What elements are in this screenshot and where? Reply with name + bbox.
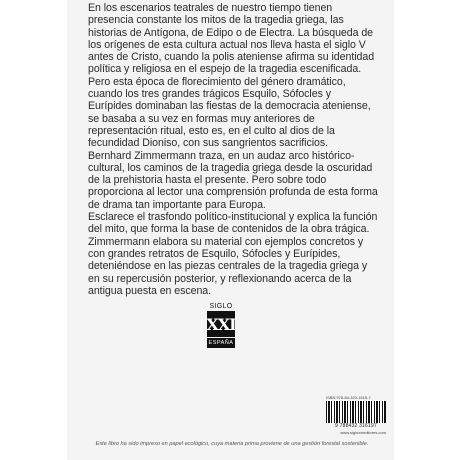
- blurb-paragraph-1: En los escenarios teatrales de nuestro tiempo tienen presencia constante los mitos de la tragedia griega, las historias de Antígona, de Edipo o de Electra. La búsqueda de los orígenes de esta cultura actual nos lleva hasta el siglo V antes de Cristo, cuando la polis ateniense afirma su identidad política y religiosa en el espejo de la tragedia escenificada.: [88, 2, 375, 76]
- blurb-paragraph-4: Esclarece el trasfondo político-institucional y explica la función del mito, que forma la base de contenidos de la obra trágica.: [88, 211, 378, 236]
- blurb-paragraph-2: Pero esta época de florecimiento del género dramático, cuando los tres grandes trágicos Esquilo, Sófocles y Eurípides dominaban las fiestas de la democracia ateniense, se basaba a su vez en formas muy anteriores de representación ritual, esto es, en el culto al dios de la fecundidad Dioniso, con sus sangrientos sacrificios.: [88, 75, 371, 150]
- publisher-website: www.sigloxxieditores.com: [340, 430, 386, 435]
- isbn-label: ISBN 978-84-323-1619-7: [326, 395, 371, 400]
- blurb-paragraph-3: Bernhard Zimmermann traza, en un audaz arco histórico-cultural, los caminos de la tragedia griega desde la oscuridad de la prehistoria hasta el presente. Pero sobre todo proporciona al lector una comprensión profunda de esta forma de drama tan importante para Europa.: [88, 149, 378, 211]
- back-cover-blurb: [88, 2, 378, 297]
- logo-mark: XXI: [207, 311, 235, 337]
- barcode-icon: [326, 401, 386, 423]
- publisher-logo: [207, 302, 235, 350]
- eco-paper-footnote: Este libro ha sido impreso en papel ecológico, cuya materia prima proviene de una gestión forestal sostenible.: [95, 441, 369, 447]
- logo-bottom-text: ESPAÑA: [208, 340, 234, 346]
- blurb-paragraph-5: Zimmermann elabora su material con ejemplos concretos y con grandes retratos de Esquilo, Sófocles y Eurípides, deteniéndose en las piezas centrales de la tragedia griega y en su repercusión posterior, y reflexionando acerca de la antigua puesta en escena.: [88, 235, 368, 297]
- logo-top-text: SIGLO: [209, 303, 233, 310]
- barcode-digits: 9 788432 316197: [335, 423, 377, 429]
